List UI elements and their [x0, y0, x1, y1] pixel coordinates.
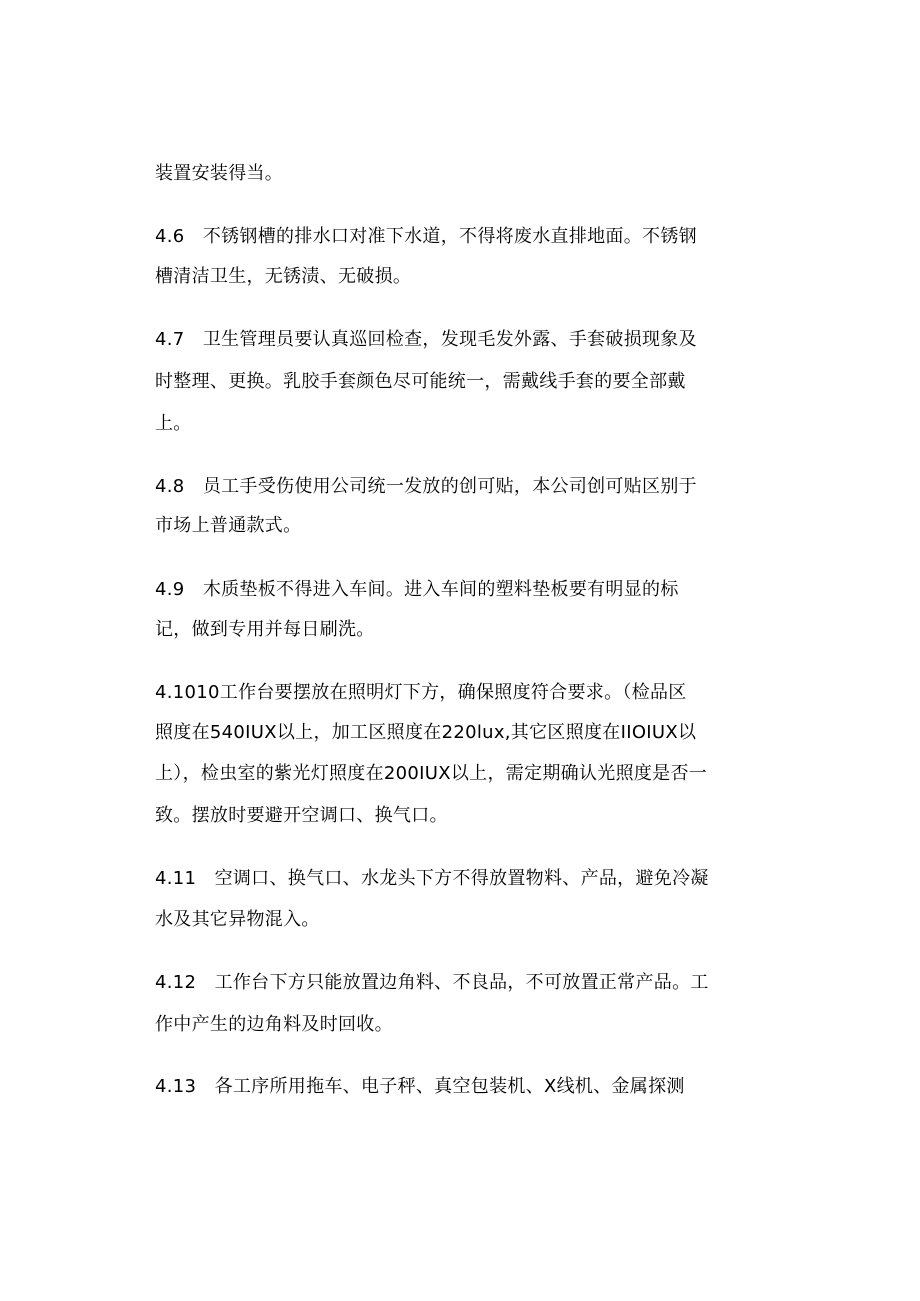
text-line: 4.1010工作台要摆放在照明灯下方，确保照度符合要求。（检品区 [155, 682, 687, 703]
text-line: 4.9 木质垫板不得进入车间。进入车间的塑料垫板要有明显的标 [155, 579, 679, 600]
text-line: 水及其它异物混入。 [155, 909, 320, 930]
text-line: 4.13 各工序所用拖车、电子秤、真空包装机、X线机、金属探测 [155, 1076, 685, 1097]
text-line: 4.8 员工手受伤使用公司统一发放的创可贴，本公司创可贴区别于 [155, 476, 697, 497]
text-line: 市场上普通款式。 [155, 515, 302, 536]
text-line: 4.6 不锈钢槽的排水口对准下水道，不得将废水直排地面。不锈钢 [155, 226, 697, 247]
text-line: 4.7 卫生管理员要认真巡回检查，发现毛发外露、手套破损现象及 [155, 329, 697, 350]
text-line: 槽清洁卫生，无锈渍、无破损。 [155, 266, 412, 287]
text-line: 装置安装得当。 [155, 163, 284, 184]
text-line: 照度在540IUX以上，加工区照度在220lux,其它区照度在IIOIUX以 [155, 722, 697, 743]
text-line: 上。 [155, 413, 192, 434]
text-line: 上），检虫室的紫光灯照度在200IUX以上，需定期确认光照度是否一 [155, 763, 708, 784]
text-line: 4.11 空调口、换气口、水龙头下方不得放置物料、产品，避免冷凝 [155, 868, 709, 889]
text-line: 记，做到专用并每日刷洗。 [155, 619, 375, 640]
text-line: 作中产生的边角料及时回收。 [155, 1014, 393, 1035]
text-line: 时整理、更换。乳胶手套颜色尽可能统一，需戴线手套的要全部戴 [155, 371, 686, 392]
text-line: 4.12 工作台下方只能放置边角料、不良品，不可放置正常产品。工 [155, 972, 709, 993]
text-line: 致。摆放时要避开空调口、换气口。 [155, 805, 448, 826]
